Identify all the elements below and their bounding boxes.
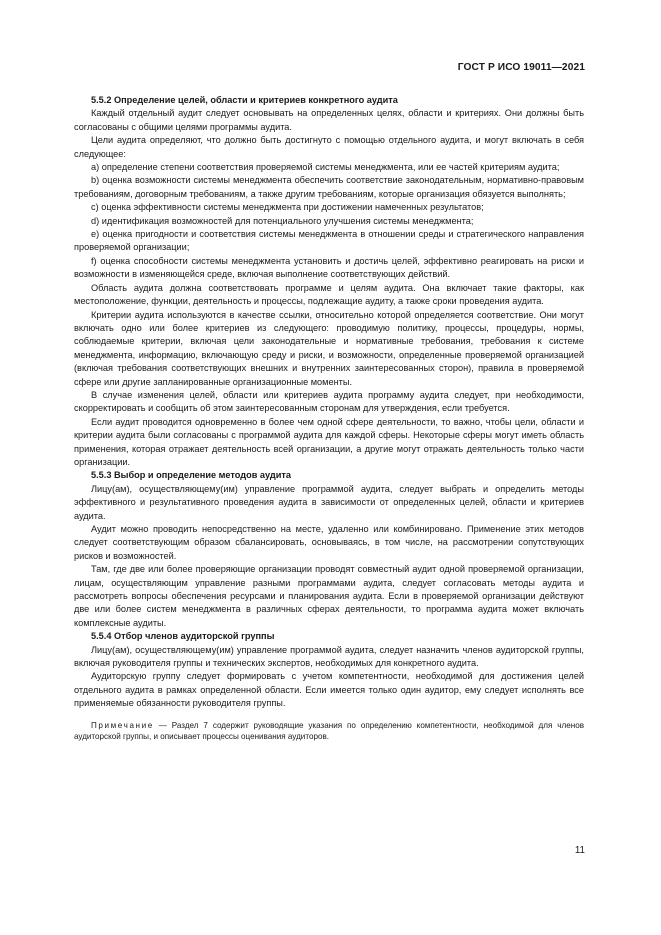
note-text: — Раздел 7 содержит руководящие указания по определению компетентности, необходимой для членов аудиторской группы, и описывает процессы оценивания аудиторов. bbox=[74, 720, 584, 742]
section-heading-5-5-3: 5.5.3 Выбор и определение методов аудита bbox=[91, 470, 292, 481]
section-heading-5-5-4: 5.5.4 Отбор членов аудиторской группы bbox=[91, 631, 275, 642]
list-item-text: идентификация возможностей для потенциального улучшения системы менеджмента; bbox=[101, 215, 474, 226]
list-marker: b) bbox=[91, 175, 100, 186]
list-item-text: оценка возможности системы менеджмента обеспечить соответствие законодательным, нормативно-правовым требованиям, договорным требованиям, а также другим требованиям, которые организация обязуется выполнять; bbox=[74, 175, 584, 199]
list-item bbox=[74, 255, 584, 282]
paragraph: Область аудита должна соответствовать программе и целям аудита. Она включает такие факторы, как местоположение, функции, деятельность и процессы, подлежащие аудиту, а также сроки проведения аудита. bbox=[74, 282, 584, 307]
paragraph: Критерии аудита используются в качестве ссылки, относительно которой определяется соответствие. Они могут включать одно или более критериев из следующего: проводимую политику, процессы, процедуры, нормы, соблюдаемые критерии, включая цели законодательные и нормативные требования, требования к системе менеджмента, информацию, включающую среду и риски, и возможности, определенные проверяемой организацией (включая требования соответствующих внешних и внутренних заинтересованных сторон), правила в проверяемой сфере или другие запланированные организационные моменты. bbox=[74, 309, 584, 387]
paragraph: Если аудит проводится одновременно в более чем одной сфере деятельности, то важно, чтобы цели, области и критерии аудита были согласованы с программой аудита для каждой сферы. Некоторые сферы могут иметь область применения, которая отражает деятельность всей организации, а другие могут отражать деятельность только части организации. bbox=[74, 416, 584, 467]
page-number: 11 bbox=[574, 845, 585, 856]
document-header: ГОСТ Р ИСО 19011—2021 bbox=[457, 62, 585, 73]
list-marker: d) bbox=[91, 215, 100, 226]
list-item-text: оценка способности системы менеджмента установить и достичь целей, эффективно реагировать на риски и возможности в изменяющейся среде, включая выполнение соответствующих действий. bbox=[74, 255, 584, 280]
list-marker: c) bbox=[91, 202, 99, 213]
list-item-text: оценка пригодности и соответствия системы менеджмента в отношении среды и стратегического направления проверяемой организации; bbox=[74, 229, 584, 253]
paragraph: Аудит можно проводить непосредственно на месте, удаленно или комбинировано. Применение этих методов следует соответствующим образом сбалансировать, основываясь, в том числе, на рассмотрении сопутствующих рисков и возможностей. bbox=[74, 524, 584, 561]
paragraph: Лицу(ам), осуществляющему(им) управление программой аудита, следует выбрать и определить методы эффективного и результативного проведения аудита в зависимости от определенных целей, области и критериев аудита. bbox=[74, 483, 584, 521]
list-marker: a) bbox=[91, 162, 100, 173]
paragraph: Там, где две или более проверяющие организации проводят совместный аудит одной проверяемой организации, лицам, осуществляющим управление разными программами аудита, следует согласовать методы аудита и рассмотреть вопросы обеспечения ресурсами и планирования аудита. Если в проверяемой организации действуют две или более систем менеджмента в различных сферах деятельности, то программа аудита может включать комплексные аудиты. bbox=[74, 564, 584, 628]
section-heading-5-5-2: 5.5.2 Определение целей, области и критериев конкретного аудита bbox=[91, 95, 398, 105]
list-marker: f) bbox=[91, 255, 97, 266]
paragraph: Аудиторскую группу следует формировать с учетом компетентности, необходимой для достижения целей отдельного аудита в рамках определенной области. Если имеется только один аудитор, ему следует исполнять все применяемые обязанности руководителя группы. bbox=[74, 671, 584, 709]
note-label: Примечание bbox=[91, 720, 154, 730]
list-item-text: определение степени соответствия проверяемой системы менеджмента, или ее частей критериям аудита; bbox=[101, 162, 560, 173]
paragraph: Лицу(ам), осуществляющему(им) управление программой аудита, следует назначить членов аудиторской группы, включая руководителя группы и технических экспертов, необходимых для конкретного аудита. bbox=[74, 644, 584, 669]
list-item bbox=[74, 174, 584, 201]
list-item bbox=[74, 201, 584, 214]
paragraph: В случае изменения целей, области или критериев аудита программу аудита следует, при необходимости, скорректировать и сообщить об этом заинтересованным сторонам для утверждения, если требуется. bbox=[74, 389, 584, 414]
list-item bbox=[74, 161, 584, 174]
list-item bbox=[74, 215, 584, 228]
paragraph: Каждый отдельный аудит следует основывать на определенных целях, области и критериях. Они должны быть согласованы с общими целями программы аудита. bbox=[74, 108, 584, 132]
list-item-text: оценка эффективности системы менеджмента при достижении намеченных результатов; bbox=[101, 202, 484, 213]
note bbox=[74, 720, 584, 743]
document-body bbox=[74, 94, 584, 743]
paragraph: Цели аудита определяют, что должно быть достигнуто с помощью отдельного аудита, и могут включать в себя следующее: bbox=[74, 135, 584, 159]
list-item bbox=[74, 228, 584, 255]
list-marker: e) bbox=[91, 229, 100, 240]
